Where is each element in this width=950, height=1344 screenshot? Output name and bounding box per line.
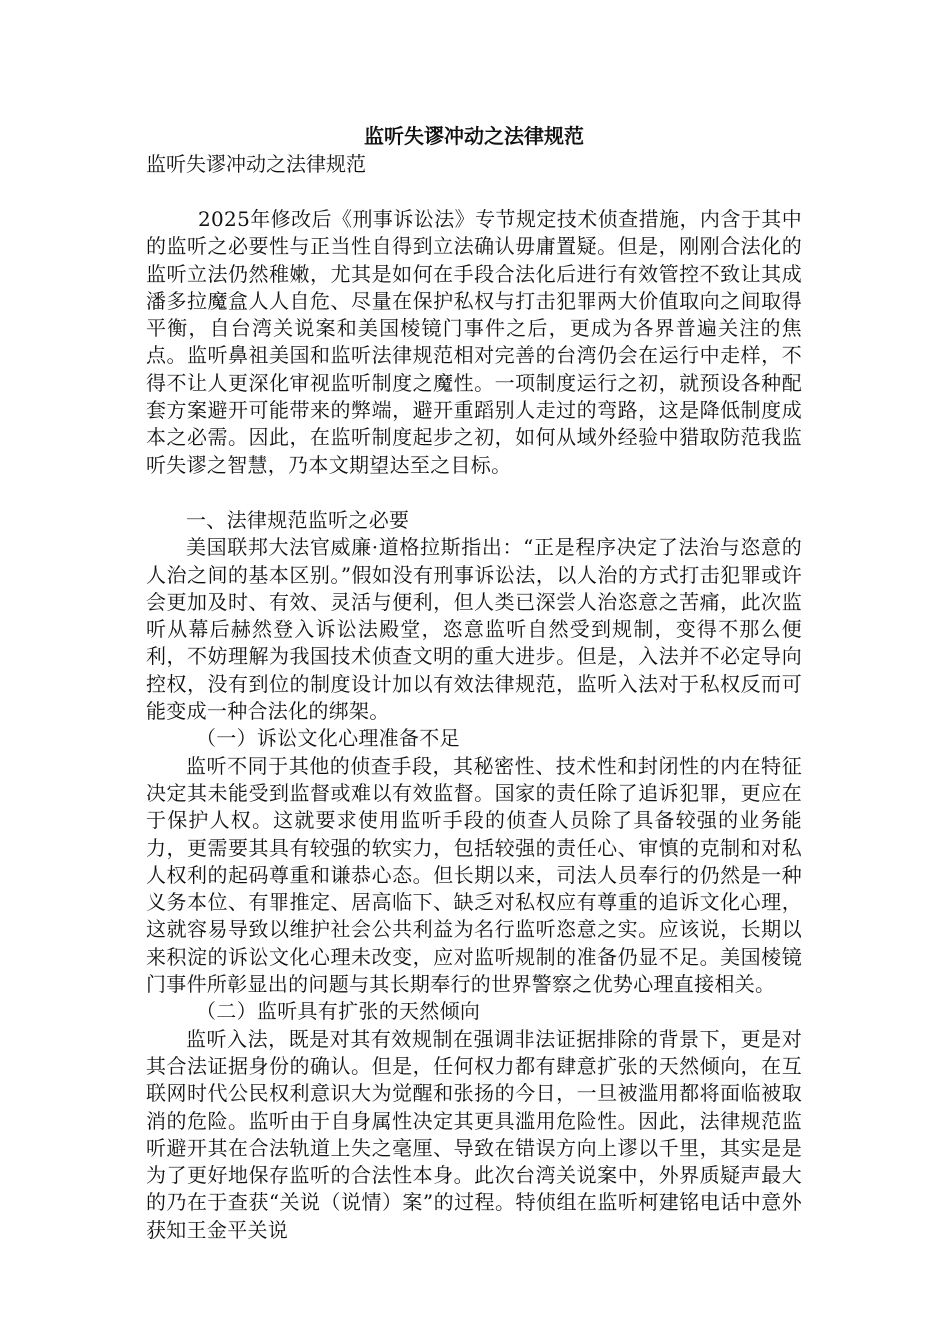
- document-page: [146, 122, 802, 1244]
- section-heading-1: 一、法律规范监听之必要: [186, 507, 410, 532]
- paragraph-gap: [146, 479, 802, 507]
- subsection-2-paragraph: 监听入法，既是对其有效规制在强调非法证据排除的背景下，更是对其合法证据身份的确认。但是，任何权力都有肆意扩张的天然倾向，在互联网时代公民权利意识大为觉醒和张扬的今日，一旦被滥用都将面临被取消的危险。监听由于自身属性决定其更具滥用危险性。因此，法律规范监听避开其在合法轨道上失之毫厘、导致在错误方向上谬以千里，其实是是为了更好地保存监听的合法性本身。此次台湾关说案中，外界质疑声最大的乃在于查获“关说（说情）案”的过程。特侦组在监听柯建铭电话中意外获知王金平关说: [146, 1026, 802, 1242]
- document-subtitle: 监听失谬冲动之法律规范: [146, 152, 366, 176]
- intro-paragraph: 2025年修改后《刑事诉讼法》专节规定技术侦查措施，内含于其中的监听之必要性与正当性自得到立法确认毋庸置疑。但是，刚刚合法化的监听立法仍然稚嫩，尤其是如何在手段合法化后进行有效管控不致让其成潘多拉魔盒人人自危、尽量在保护私权与打击犯罪两大价值取向之间取得平衡，自台湾关说案和美国棱镜门事件之后，更成为各界普遍关注的焦点。监听鼻祖美国和监听法律规范相对完善的台湾仍会在运行中走样，不得不让人更深化审视监听制度之魔性。一项制度运行之初，就预设各种配套方案避开可能带来的弊端，避开重蹈别人走过的弯路，这是降低制度成本之必需。因此，在监听制度起步之初，如何从域外经验中猎取防范我监听失谬之智慧，乃本文期望达至之目标。: [146, 207, 802, 477]
- subsection-heading-2: （二）监听具有扩张的天然倾向: [196, 999, 481, 1024]
- document-title: 监听失谬冲动之法律规范: [364, 124, 584, 148]
- subsection-heading-1: （一）诉讼文化心理准备不足: [196, 726, 460, 751]
- section-1-paragraph: 美国联邦大法官威廉·道格拉斯指出：“正是程序决定了法治与恣意的人治之间的基本区别。”假如没有刑事诉讼法，以人治的方式打击犯罪或许会更加及时、有效、灵活与便利，但人类已深尝人治恣意之苦痛，此次监听从幕后赫然登入诉讼法殿堂，恣意监听自然受到规制，变得不那么便利，不妨理解为我国技术侦查文明的重大进步。但是，入法并不必定导向控权，没有到位的制度设计加以有效法律规范，监听入法对于私权反而可能变成一种合法化的绑架。: [146, 535, 802, 724]
- subsection-1-paragraph: 监听不同于其他的侦查手段，其秘密性、技术性和封闭性的内在特征决定其未能受到监督或难以有效监督。国家的责任除了追诉犯罪，更应在于保护人权。这就要求使用监听手段的侦查人员除了具备较强的业务能力，更需要其具有较强的软实力，包括较强的责任心、审慎的克制和对私人权利的起码尊重和谦恭心态。但长期以来，司法人员奉行的仍然是一种义务本位、有罪推定、居高临下、缺乏对私权应有尊重的追诉文化心理，这就容易导致以维护社会公共利益为名行监听恣意之实。应该说，长期以来积淀的诉讼文化心理未改变，应对监听规制的准备仍显不足。美国棱镜门事件所彰显出的问题与其长期奉行的世界警察之优势心理直接相关。: [146, 753, 802, 997]
